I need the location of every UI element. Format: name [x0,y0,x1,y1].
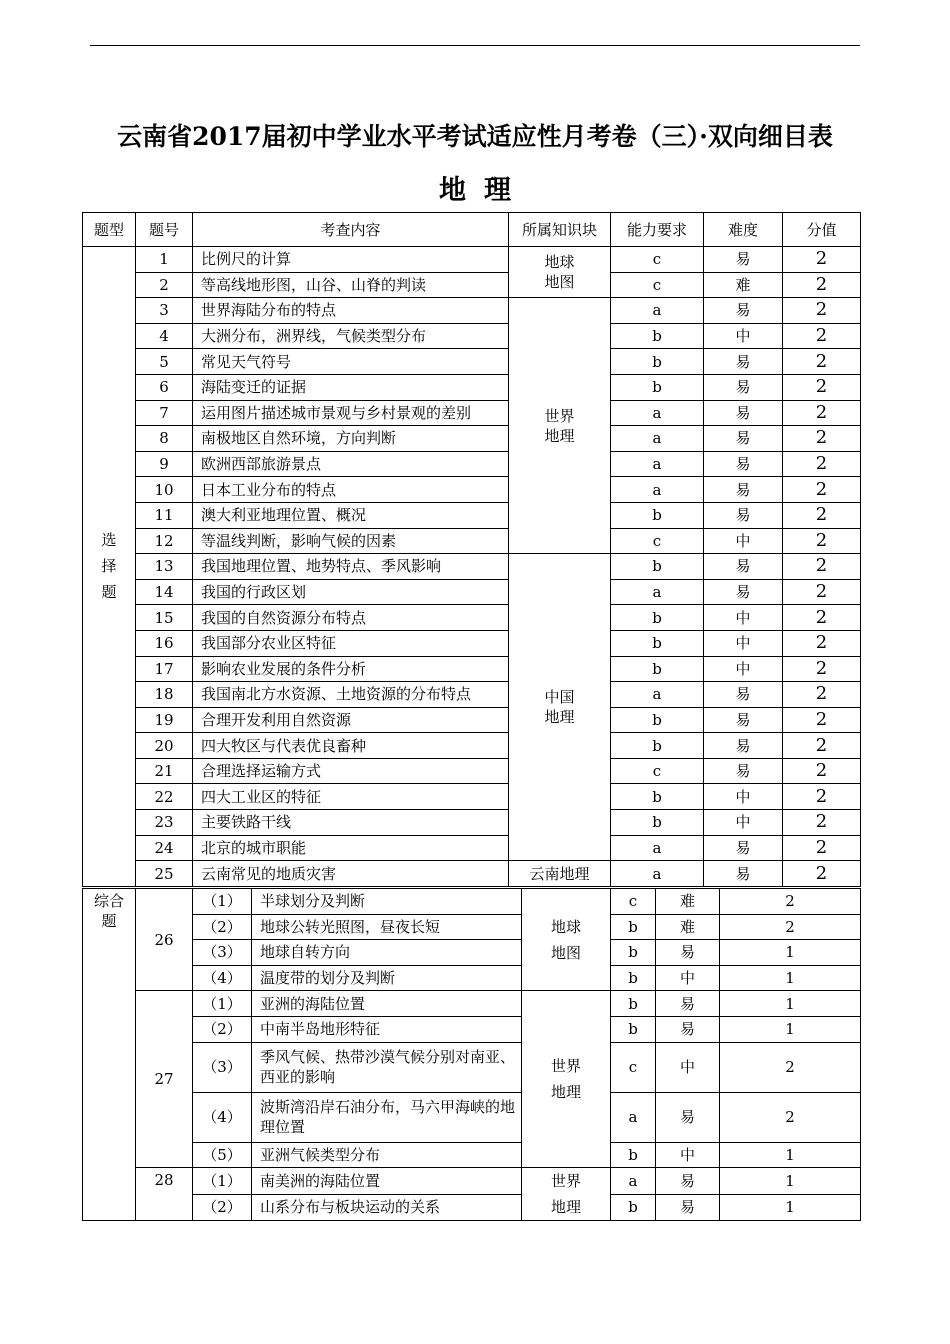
difficulty-level: 易 [656,991,720,1017]
score-value: 2 [783,272,861,298]
ability-level: b [611,1142,656,1168]
question-content: 南极地区自然环境，方向判断 [193,426,509,452]
score-value: 2 [783,707,861,733]
question-type-line: 综合 [93,892,124,910]
ability-level: c [611,247,704,273]
table-row [83,554,861,580]
difficulty-level: 易 [704,298,783,324]
question-content: 澳大利亚地理位置、概况 [193,502,509,528]
sub-question-number: （5） [193,1142,252,1168]
question-number: 1 [136,247,193,273]
difficulty-level: 中 [656,965,720,991]
choice-table [82,212,861,887]
question-content: 山系分布与板块运动的关系 [252,1194,522,1221]
ability-level: b [611,784,704,810]
difficulty-level: 易 [704,733,783,759]
difficulty-level: 易 [704,374,783,400]
table-row [83,733,861,759]
sub-question-number: （2） [193,1194,252,1221]
question-number: 24 [136,835,193,861]
header-ability: 能力要求 [611,213,704,247]
score-value: 2 [720,889,861,915]
knowledge-block-line: 云南地理 [529,864,590,883]
score-value: 2 [783,630,861,656]
question-number: 11 [136,502,193,528]
score-value: 1 [720,1016,861,1042]
difficulty-level: 中 [704,656,783,682]
score-value: 2 [783,758,861,784]
score-value: 2 [783,656,861,682]
sub-question-number: （1） [193,1168,252,1195]
score-value: 1 [720,991,861,1017]
question-type [83,889,136,1221]
question-number: 19 [136,707,193,733]
table-row [83,502,861,528]
ability-level: b [611,374,704,400]
question-type-line: 题 [101,912,117,930]
knowledge-block [509,554,611,861]
question-content: 比例尺的计算 [193,247,509,273]
table-row [83,1168,861,1195]
table-row [83,656,861,682]
table-row [83,1092,861,1142]
difficulty-level: 易 [656,1194,720,1221]
knowledge-block [522,1168,611,1221]
question-content: 我国地理位置、地势特点、季风影响 [193,554,509,580]
ability-level: c [611,758,704,784]
difficulty-level: 易 [704,502,783,528]
question-content: 运用图片描述城市景观与乡村景观的差别 [193,400,509,426]
ability-level: b [611,733,704,759]
difficulty-level: 易 [656,940,720,966]
question-number: 13 [136,554,193,580]
difficulty-level: 易 [704,861,783,887]
question-number: 21 [136,758,193,784]
ability-level: b [611,502,704,528]
ability-level: b [611,1016,656,1042]
table-row [83,965,861,991]
page-title: 云南省2017届初中学业水平考试适应性月考卷（三）·双向细目表 [117,122,833,151]
question-number: 26 [136,889,193,991]
ability-level: b [611,1194,656,1221]
question-number: 28 [136,1168,193,1221]
question-content: 地球自转方向 [252,940,522,966]
table-row [83,374,861,400]
table-row [83,477,861,503]
question-number: 17 [136,656,193,682]
question-content: 影响农业发展的条件分析 [193,656,509,682]
difficulty-level: 易 [704,579,783,605]
knowledge-block-line: 世界 [550,1057,581,1076]
question-number: 7 [136,400,193,426]
table-row [83,889,861,915]
question-content: 我国部分农业区特征 [193,630,509,656]
question-type-line: 择 [101,557,117,576]
difficulty-level: 易 [704,400,783,426]
question-number: 18 [136,682,193,708]
table-row [83,1016,861,1042]
question-type [83,247,136,887]
table-row [83,1042,861,1092]
difficulty-level: 中 [704,810,783,836]
score-value: 2 [783,784,861,810]
sub-question-number: （1） [193,889,252,915]
score-value: 2 [720,1092,861,1142]
ability-level: a [611,400,704,426]
table-row [83,630,861,656]
knowledge-block-line: 地理 [550,1083,581,1102]
score-value: 2 [783,451,861,477]
question-content: 亚洲气候类型分布 [252,1142,522,1168]
score-value: 2 [783,477,861,503]
score-value: 2 [783,323,861,349]
question-number: 25 [136,861,193,887]
score-value: 2 [720,1042,861,1092]
ability-level: b [611,605,704,631]
ability-level: c [611,528,704,554]
difficulty-level: 易 [656,1168,720,1195]
ability-level: b [611,349,704,375]
question-number: 10 [136,477,193,503]
ability-level: a [611,861,704,887]
difficulty-level: 中 [704,528,783,554]
difficulty-level: 中 [704,323,783,349]
sub-question-number: （2） [193,1016,252,1042]
ability-level: a [611,682,704,708]
question-content: 四大牧区与代表优良畜种 [193,733,509,759]
knowledge-block-line: 地图 [550,943,581,962]
difficulty-level: 中 [704,605,783,631]
table-row [83,682,861,708]
question-number: 20 [136,733,193,759]
difficulty-level: 易 [704,554,783,580]
table-row [83,323,861,349]
score-value: 2 [783,810,861,836]
score-value: 2 [720,914,861,940]
knowledge-block-line: 地理 [550,1198,581,1217]
score-value: 2 [783,528,861,554]
question-content: 波斯湾沿岸石油分布，马六甲海峡的地理位置 [252,1092,522,1142]
score-value: 2 [783,605,861,631]
difficulty-level: 难 [704,272,783,298]
sub-question-number: （4） [193,965,252,991]
question-content: 合理开发利用自然资源 [193,707,509,733]
score-value: 2 [783,835,861,861]
question-content: 温度带的划分及判断 [252,965,522,991]
question-content: 季风气候、热带沙漠气候分别对南亚、西亚的影响 [252,1042,522,1092]
question-number: 22 [136,784,193,810]
ability-level: b [611,630,704,656]
difficulty-level: 中 [656,1142,720,1168]
table-row [83,605,861,631]
question-content: 我国南北方水资源、土地资源的分布特点 [193,682,509,708]
ability-level: a [611,835,704,861]
question-number: 8 [136,426,193,452]
question-content: 地球公转光照图，昼夜长短 [252,914,522,940]
table-row [83,451,861,477]
difficulty-level: 易 [656,1016,720,1042]
score-value: 2 [783,400,861,426]
ability-level: a [611,1092,656,1142]
sub-question-number: （1） [193,991,252,1017]
question-number: 2 [136,272,193,298]
question-content: 我国的行政区划 [193,579,509,605]
difficulty-level: 易 [704,835,783,861]
score-value: 2 [783,554,861,580]
question-content: 主要铁路干线 [193,810,509,836]
table-row [83,247,861,273]
score-value: 2 [783,502,861,528]
table-row [83,861,861,887]
ability-level: b [611,991,656,1017]
table-row [83,528,861,554]
question-number: 6 [136,374,193,400]
question-content: 中南半岛地形特征 [252,1016,522,1042]
top-rule [90,45,860,46]
question-content: 等温线判断，影响气候的因素 [193,528,509,554]
question-number: 9 [136,451,193,477]
question-content: 常见天气符号 [193,349,509,375]
question-content: 日本工业分布的特点 [193,477,509,503]
question-content: 四大工业区的特征 [193,784,509,810]
score-value: 2 [783,733,861,759]
score-value: 1 [720,965,861,991]
table-row [83,1142,861,1168]
table-row [83,784,861,810]
header-type: 题型 [83,213,136,247]
knowledge-block-line: 地图 [544,273,575,292]
question-content: 大洲分布，洲界线，气候类型分布 [193,323,509,349]
knowledge-block-line: 世界 [544,406,575,425]
score-value: 2 [783,247,861,273]
table-row [83,940,861,966]
ability-level: b [611,554,704,580]
score-value: 1 [720,1194,861,1221]
table-row [83,991,861,1017]
difficulty-level: 易 [656,1092,720,1142]
question-content: 亚洲的海陆位置 [252,991,522,1017]
knowledge-block-line: 地理 [544,708,575,727]
ability-level: a [611,298,704,324]
question-number: 4 [136,323,193,349]
ability-level: b [611,707,704,733]
question-number: 14 [136,579,193,605]
ability-level: a [611,451,704,477]
question-content: 我国的自然资源分布特点 [193,605,509,631]
table-row [83,400,861,426]
difficulty-level: 易 [704,451,783,477]
ability-level: b [611,914,656,940]
ability-level: b [611,656,704,682]
question-content: 等高线地形图，山谷、山脊的判读 [193,272,509,298]
header-score: 分值 [783,213,861,247]
knowledge-block-line: 地球 [544,253,575,272]
score-value: 2 [783,374,861,400]
score-value: 2 [783,426,861,452]
knowledge-block [509,861,611,887]
ability-level: c [611,889,656,915]
table-row [83,426,861,452]
difficulty-level: 中 [704,630,783,656]
question-content: 海陆变迁的证据 [193,374,509,400]
ability-level: b [611,965,656,991]
table-row [83,1194,861,1221]
question-type-line: 选 [101,531,117,550]
header-difficulty: 难度 [704,213,783,247]
difficulty-level: 易 [704,707,783,733]
question-content: 半球划分及判断 [252,889,522,915]
ability-level: c [611,272,704,298]
knowledge-block [522,889,611,991]
question-content: 南美洲的海陆位置 [252,1168,522,1195]
table-row [83,835,861,861]
ability-level: b [611,810,704,836]
header-content: 考查内容 [193,213,509,247]
difficulty-level: 易 [704,247,783,273]
ability-level: a [611,477,704,503]
knowledge-block [522,991,611,1168]
header-block: 所属知识块 [509,213,611,247]
difficulty-level: 易 [704,477,783,503]
score-value: 2 [783,579,861,605]
question-number: 16 [136,630,193,656]
table-row [83,707,861,733]
sub-question-number: （3） [193,1042,252,1092]
table-row [83,579,861,605]
sub-question-number: （3） [193,940,252,966]
sub-question-number: （4） [193,1092,252,1142]
score-value: 2 [783,861,861,887]
knowledge-block-line: 地理 [544,426,575,445]
score-value: 2 [783,349,861,375]
score-value: 2 [783,682,861,708]
page-subtitle: 地理 [439,175,529,206]
question-number: 12 [136,528,193,554]
question-type-line: 题 [101,583,117,602]
question-number: 3 [136,298,193,324]
knowledge-block-line: 中国 [544,688,575,707]
question-number: 27 [136,991,193,1168]
score-value: 2 [783,298,861,324]
knowledge-block-line: 世界 [550,1172,581,1191]
difficulty-level: 难 [656,914,720,940]
ability-level: c [611,1042,656,1092]
question-content: 北京的城市职能 [193,835,509,861]
score-value: 1 [720,1142,861,1168]
score-value: 1 [720,1168,861,1195]
sub-question-number: （2） [193,914,252,940]
difficulty-level: 易 [704,426,783,452]
question-content: 欧洲西部旅游景点 [193,451,509,477]
question-number: 5 [136,349,193,375]
knowledge-block-line: 地球 [550,917,581,936]
ability-level: b [611,940,656,966]
difficulty-level: 易 [704,758,783,784]
table-row [83,914,861,940]
table-row [83,810,861,836]
table-row [83,298,861,324]
ability-level: a [611,579,704,605]
difficulty-level: 中 [704,784,783,810]
score-value: 1 [720,940,861,966]
difficulty-level: 易 [704,349,783,375]
question-number: 15 [136,605,193,631]
knowledge-block [509,298,611,554]
ability-level: a [611,1168,656,1195]
question-number: 23 [136,810,193,836]
difficulty-level: 易 [704,682,783,708]
knowledge-block [509,247,611,298]
question-content: 合理选择运输方式 [193,758,509,784]
difficulty-level: 中 [656,1042,720,1092]
question-content: 云南常见的地质灾害 [193,861,509,887]
table-row [83,758,861,784]
ability-level: a [611,426,704,452]
difficulty-level: 难 [656,889,720,915]
header-row [83,213,861,247]
table-row [83,272,861,298]
question-content: 世界海陆分布的特点 [193,298,509,324]
header-number: 题号 [136,213,193,247]
ability-level: b [611,323,704,349]
comprehensive-table [82,888,861,1221]
table-row [83,349,861,375]
